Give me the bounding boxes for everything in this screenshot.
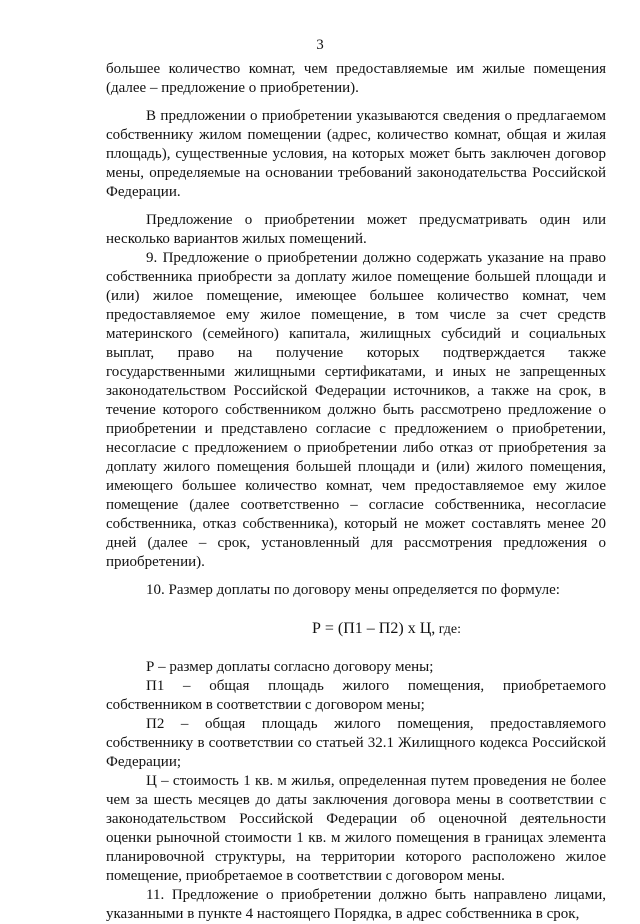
paragraph-item-9: 9. Предложение о приобретении должно содержать указание на право собственника приобрести за доплату жилое помещение большей площади и (или) жилое помещение, имеющее большее количество комнат, чем предоставляемое ему жилое помещение, в том числе за счет средств материнского (семейного) капитала, жилищных субсидий и социальных выплат, право на получение которых подтверждается также государственными жилищными сертификатами, и иных не запрещенных законодательством Российской Федерации источников, а также на срок, в течение которого собственником должно быть рассмотрено предложение о приобретении и представлено согласие с предложением о приобретении, несогласие с предложением о приобретении либо отказ от приобретения за доплату жилого помещения большей площади и (или) жилого помещения, имеющего большее количество комнат, чем предоставляемое ему жилое помещение (далее соответственно – согласие собственника, несогласие собственника, отказ собственника), который не может составлять менее 20 дней (далее – срок, установленный для рассмотрения предложения о приобретении).	[106, 250, 606, 570]
definition-p: Р – размер доплаты согласно договору мены;	[146, 659, 434, 675]
payment-formula	[106, 618, 606, 641]
definition-p2: П2 – общая площадь жилого помещения, предоставляемого собственнику в соответствии со статьей 32.1 Жилищного кодекса Российской Федерации;	[106, 716, 606, 770]
paragraph-continuation: большее количество комнат, чем предоставляемые им жилые помещения (далее – предложение о приобретении).	[106, 61, 606, 96]
paragraph-offer-variants: Предложение о приобретении может предусматривать один или несколько вариантов жилых помещений.	[106, 212, 606, 247]
formula-expression: Р = (П1 – П2) х Ц,	[312, 620, 436, 637]
definition-c: Ц – стоимость 1 кв. м жилья, определенная путем проведения не более чем за шесть месяцев до даты заключения договора мены в соответствии с законодательством Российской Федерации об оценочной деятельности оценки рыночной стоимости 1 кв. м жилого помещения в границах элемента планировочной структуры, на территории которого расположено жилое помещение, приобретаемое в соответствии с договором мены.	[106, 773, 606, 884]
document-body	[106, 60, 606, 924]
page-number: 3	[316, 37, 324, 53]
paragraph-item-11: 11. Предложение о приобретении должно быть направлено лицами, указанными в пункте 4 настоящего Порядка, в адрес собственника в срок,	[106, 887, 606, 922]
paragraph-offer-details: В предложении о приобретении указываются сведения о предлагаемом собственнику жилом помещении (адрес, количество комнат, общая и жилая площадь), существенные условия, на которых может быть заключен договор мены, определяемые на основании требований законодательства Российской Федерации.	[106, 108, 606, 200]
definition-p1: П1 – общая площадь жилого помещения, приобретаемого собственником в соответствии с договором мены;	[106, 678, 606, 713]
paragraph-item-10: 10. Размер доплаты по договору мены определяется по формуле:	[146, 582, 560, 598]
formula-where: где:	[435, 622, 462, 637]
